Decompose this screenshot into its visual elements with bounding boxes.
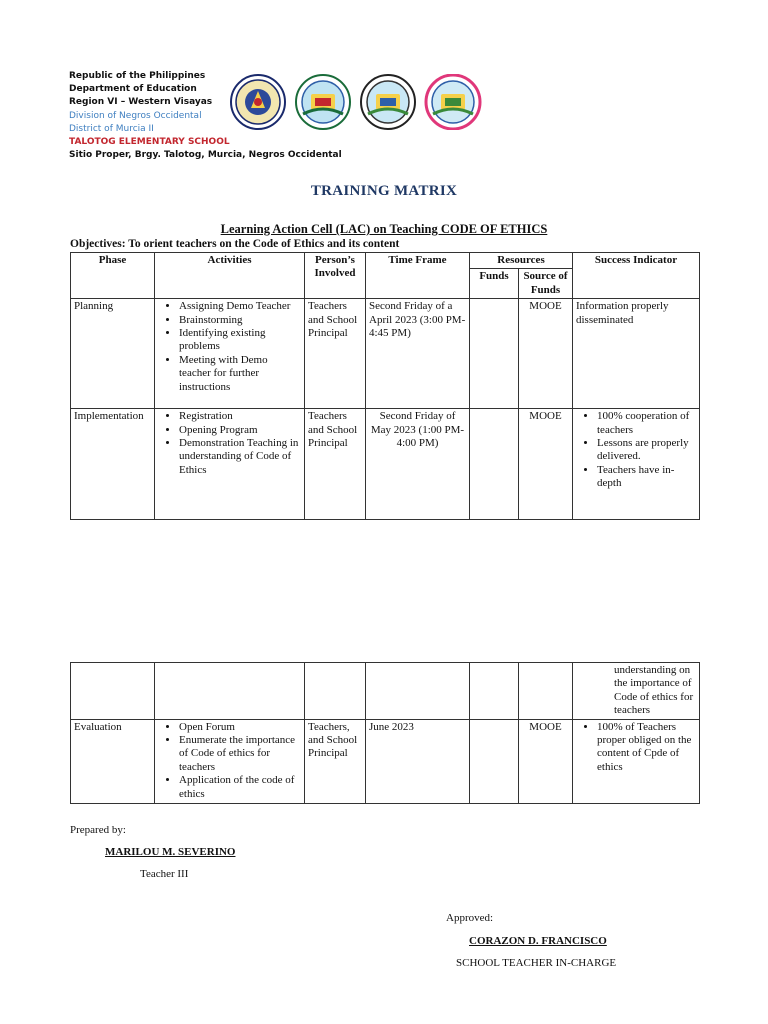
- header-line-school: TALOTOG ELEMENTARY SCHOOL: [69, 137, 230, 148]
- evaluation-funds: [470, 719, 519, 803]
- implementation-activities: [155, 409, 305, 520]
- district-seal-icon: [361, 75, 415, 129]
- planning-activities: [155, 299, 305, 409]
- approver-position: SCHOOL TEACHER IN-CHARGE: [456, 957, 617, 969]
- implementation-success: [573, 409, 700, 520]
- list-item: • Enumerate the importance of Code of ethics for teachers: [179, 734, 301, 774]
- table-row: [71, 719, 700, 803]
- evaluation-persons: Teachers, and School Principal: [305, 719, 366, 803]
- list-item: • Demonstration Teaching in understanding of Code of Ethics: [179, 437, 301, 477]
- evaluation-success: [573, 719, 700, 803]
- header-funds: Funds: [470, 269, 519, 299]
- header-line-district: District of Murcia II: [69, 123, 154, 134]
- list-item: • Meeting with Demo teacher for further instructions: [179, 354, 301, 394]
- approver-name: CORAZON D. FRANCISCO: [469, 935, 607, 947]
- prepared-by-label: Prepared by:: [70, 824, 126, 836]
- list-item: • Teachers have in-depth: [597, 464, 696, 491]
- list-item: • Assigning Demo Teacher: [179, 300, 301, 313]
- training-matrix-table: [70, 252, 700, 520]
- implementation-time-frame: Second Friday of May 2023 (1:00 PM-4:00 PM): [366, 409, 470, 520]
- list-item: • 100% cooperation of teachers: [597, 410, 696, 437]
- list-item: • Opening Program: [179, 424, 301, 437]
- division-seal-icon: [296, 75, 350, 129]
- header-time-frame: Time Frame: [366, 253, 470, 299]
- seal-logos: [223, 74, 483, 130]
- planning-funds: [470, 299, 519, 409]
- table-row: [71, 299, 700, 409]
- planning-phase: Planning: [71, 299, 155, 409]
- header-line-address: Sitio Proper, Brgy. Talotog, Murcia, Negros Occidental: [69, 150, 342, 161]
- header-persons: Person’s Involved: [305, 253, 366, 299]
- header-success: Success Indicator: [573, 253, 700, 299]
- list-item: • Identifying existing problems: [179, 327, 301, 354]
- document-subtitle: Learning Action Cell (LAC) on Teaching CODE OF ETHICS: [220, 222, 548, 236]
- header-line-deped: Department of Education: [69, 84, 197, 95]
- table-row: [71, 409, 700, 520]
- header-source: Source of Funds: [519, 269, 573, 299]
- table-header-row: [71, 253, 700, 269]
- list-item: • 100% of Teachers proper obliged on the content of Cpde of ethics: [597, 721, 696, 775]
- list-item: • Lessons are properly delivered.: [597, 437, 696, 464]
- preparer-name: MARILOU M. SEVERINO: [105, 846, 236, 858]
- list-item: • Brainstorming: [179, 314, 301, 327]
- list-item: • Open Forum: [179, 721, 301, 734]
- training-matrix-table-continued: [70, 662, 700, 804]
- implementation-funds: [470, 409, 519, 520]
- evaluation-activities: [155, 719, 305, 803]
- evaluation-phase: Evaluation: [71, 719, 155, 803]
- implementation-success-continued: understanding on the importance of Code of ethics for teachers: [573, 663, 700, 720]
- planning-source: MOOE: [519, 299, 573, 409]
- header-activities: Activities: [155, 253, 305, 299]
- planning-success: Information properly disseminated: [573, 299, 700, 409]
- objective-text: Objectives: To orient teachers on the Code of Ethics and its content: [70, 238, 400, 250]
- header-line-division: Division of Negros Occidental: [69, 110, 202, 121]
- implementation-source: MOOE: [519, 409, 573, 520]
- header-phase: Phase: [71, 253, 155, 299]
- evaluation-time-frame: June 2023: [366, 719, 470, 803]
- list-item: • Application of the code of ethics: [179, 774, 301, 801]
- implementation-phase: Implementation: [71, 409, 155, 520]
- evaluation-source: MOOE: [519, 719, 573, 803]
- planning-time-frame: Second Friday of a April 2023 (3:00 PM-4:45 PM): [366, 299, 470, 409]
- planning-persons: Teachers and School Principal: [305, 299, 366, 409]
- approved-label: Approved:: [446, 912, 494, 924]
- deped-seal-icon: [231, 75, 285, 129]
- preparer-position: Teacher III: [140, 868, 189, 880]
- list-item: • Registration: [179, 410, 301, 423]
- table-row: [71, 663, 700, 720]
- header-resources: Resources: [470, 253, 573, 269]
- document-title: TRAINING MATRIX: [310, 183, 458, 199]
- implementation-persons: Teachers and School Principal: [305, 409, 366, 520]
- school-seal-icon: [426, 75, 480, 129]
- header-line-region: Region VI – Western Visayas: [69, 97, 213, 108]
- header-line-republic: Republic of the Philippines: [69, 71, 206, 81]
